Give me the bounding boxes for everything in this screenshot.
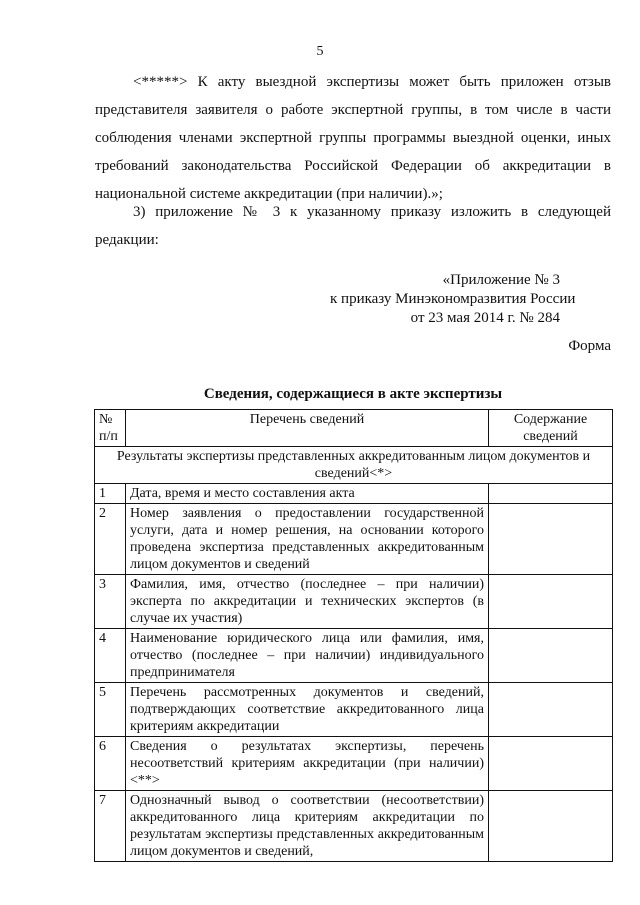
row-description: Номер заявления о предоставлении государственной услуги, дата и номер решения, на основании которого проведена экспертиза представленных аккредитованным лицом документов и сведений (126, 504, 489, 575)
header-num: № п/п (95, 410, 126, 447)
row-content (489, 737, 613, 791)
table-row (95, 484, 613, 504)
info-table (94, 409, 613, 862)
row-content (489, 791, 613, 862)
table-row (95, 504, 613, 575)
amendment-paragraph: 3) приложение № 3 к указанному приказу изложить в следующей редакции: (95, 204, 611, 248)
row-description: Сведения о результатах экспертизы, перечень несоответствий критериям аккредитации (при наличии) <**> (126, 737, 489, 791)
table-row (95, 629, 613, 683)
row-description: Дата, время и место составления акта (126, 484, 489, 504)
table-header-row (95, 410, 613, 447)
section-row (95, 447, 613, 484)
row-num: 1 (95, 484, 126, 504)
page-number: 5 (316, 44, 324, 59)
row-content (489, 575, 613, 629)
row-description: Наименование юридического лица или фамилия, имя, отчество (последнее – при наличии) индивидуального предпринимателя (126, 629, 489, 683)
row-num: 4 (95, 629, 126, 683)
row-description: Перечень рассмотренных документов и сведений, подтверждающих соответствие аккредитованного лица критериям аккредитации (126, 683, 489, 737)
row-num: 5 (95, 683, 126, 737)
row-num: 7 (95, 791, 126, 862)
row-num: 3 (95, 575, 126, 629)
row-content (489, 504, 613, 575)
appendix-date: от 23 мая 2014 г. № 284 (410, 310, 560, 326)
row-content (489, 484, 613, 504)
footnote-paragraph: <*****> К акту выездной экспертизы может быть приложен отзыв представителя заявителя о работе экспертной группы, в том числе в части соблюдения членами экспертной группы программы выездной оценки, иных требований законодательства Российской Федерации об аккредитации в национальной системе аккредитации (при наличии).»; (95, 74, 611, 202)
header-content: Содержание сведений (489, 410, 613, 447)
row-num: 2 (95, 504, 126, 575)
row-description: Фамилия, имя, отчество (последнее – при наличии) эксперта по аккредитации и технических экспертов (в случае их участия) (126, 575, 489, 629)
row-content (489, 683, 613, 737)
form-label: Форма (568, 338, 611, 354)
table-row (95, 683, 613, 737)
section-title: Результаты экспертизы представленных аккредитованным лицом документов и сведений<*> (95, 447, 613, 484)
appendix-header (330, 271, 576, 328)
table-title: Сведения, содержащиеся в акте экспертизы (203, 386, 503, 402)
appendix-title: «Приложение № 3 (442, 272, 560, 288)
header-list: Перечень сведений (126, 410, 489, 447)
table-row (95, 737, 613, 791)
table-row (95, 575, 613, 629)
row-num: 6 (95, 737, 126, 791)
row-description: Однозначный вывод о соответствии (несоответствии) аккредитованного лица критериям аккредитации по результатам экспертизы представленных аккредитованным лицом документов и сведений, (126, 791, 489, 862)
table-row (95, 791, 613, 862)
appendix-order: к приказу Минэкономразвития России (330, 291, 576, 307)
row-content (489, 629, 613, 683)
